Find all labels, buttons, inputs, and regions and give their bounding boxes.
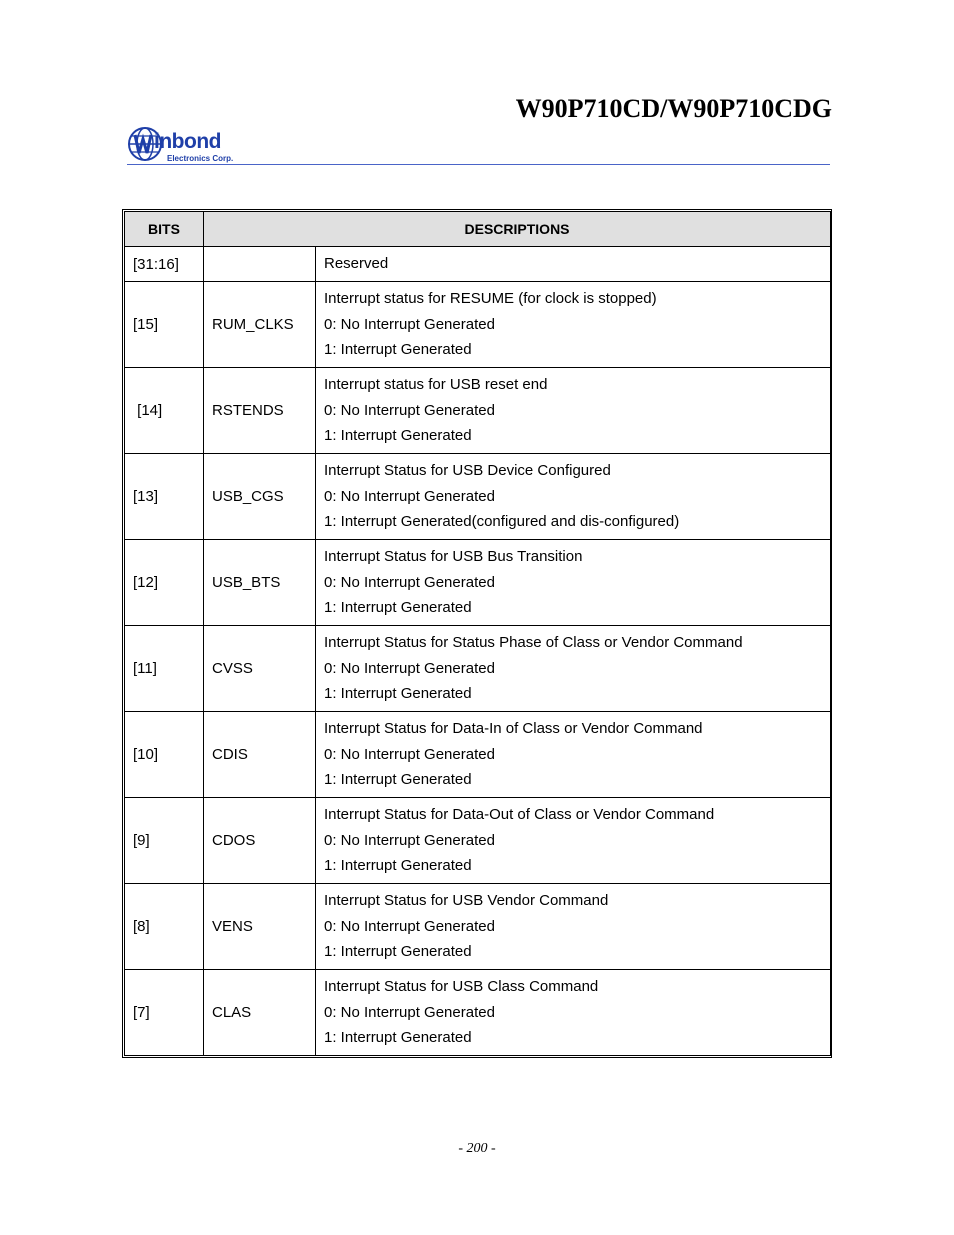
description-line: 0: No Interrupt Generated: [324, 1003, 495, 1021]
winbond-logo: [127, 126, 252, 166]
field-name-cell: RUM_CLKS: [204, 282, 316, 368]
field-name-cell: VENS: [204, 884, 316, 970]
description-line: 1: Interrupt Generated: [324, 685, 472, 703]
bits-cell: [15]: [125, 282, 204, 368]
description-cell: [316, 798, 831, 884]
description-line: 0: No Interrupt Generated: [324, 315, 495, 333]
description-line: 0: No Interrupt Generated: [324, 401, 495, 419]
description-cell: [316, 282, 831, 368]
description-line: 0: No Interrupt Generated: [324, 659, 495, 677]
logo-subtitle: Electronics Corp.: [167, 154, 234, 163]
register-table-frame: [122, 209, 832, 1058]
header-rule: [127, 164, 830, 165]
description-line: 0: No Interrupt Generated: [324, 573, 495, 591]
field-name-cell: CVSS: [204, 626, 316, 712]
description-line: Interrupt Status for Data-In of Class or Vendor Command: [324, 720, 703, 738]
table-row: [125, 368, 831, 454]
page-number: - 200 -: [458, 1141, 496, 1156]
description-line: 1: Interrupt Generated: [324, 771, 472, 789]
description-line: 0: No Interrupt Generated: [324, 831, 495, 849]
table-row: [125, 247, 831, 282]
bits-cell: [12]: [125, 540, 204, 626]
description-cell: [316, 884, 831, 970]
field-name-cell: USB_CGS: [204, 454, 316, 540]
bits-header: BITS: [125, 212, 204, 247]
table-row: [125, 798, 831, 884]
table-body: [125, 247, 831, 1056]
description-cell: [316, 712, 831, 798]
description-line: 1: Interrupt Generated: [324, 427, 472, 445]
description-line: Interrupt Status for Data-Out of Class or Vendor Command: [324, 806, 715, 824]
description-line: Interrupt status for USB reset end: [324, 376, 548, 394]
table-row: [125, 884, 831, 970]
description-line: 1: Interrupt Generated: [324, 857, 472, 875]
description-line: 0: No Interrupt Generated: [324, 745, 495, 763]
description-line: 0: No Interrupt Generated: [324, 917, 495, 935]
bits-cell: [10]: [125, 712, 204, 798]
logo-wordmark: inbond: [154, 130, 221, 153]
table-row: [125, 712, 831, 798]
description-line: Interrupt status for RESUME (for clock is stopped): [324, 290, 657, 308]
field-name-cell: CDOS: [204, 798, 316, 884]
register-bits-table: [124, 211, 831, 1056]
document-title: W90P710CD/W90P710CDG: [515, 94, 832, 123]
table-row: [125, 454, 831, 540]
description-line: Reserved: [324, 255, 389, 273]
table-header-row: [125, 212, 831, 247]
field-name-cell: CDIS: [204, 712, 316, 798]
descriptions-header: DESCRIPTIONS: [204, 212, 831, 247]
field-name-cell: [204, 247, 316, 282]
description-cell: [316, 970, 831, 1056]
description-line: 1: Interrupt Generated: [324, 341, 472, 359]
description-line: 0: No Interrupt Generated: [324, 487, 495, 505]
bits-cell: [7]: [125, 970, 204, 1056]
table-row: [125, 282, 831, 368]
description-cell: [316, 540, 831, 626]
bits-cell: [8]: [125, 884, 204, 970]
description-line: Interrupt Status for USB Class Command: [324, 978, 599, 996]
description-line: 1: Interrupt Generated(configured and dis-configured): [324, 513, 680, 531]
field-name-cell: RSTENDS: [204, 368, 316, 454]
bits-cell: [14]: [125, 368, 204, 454]
description-line: 1: Interrupt Generated: [324, 599, 472, 617]
description-line: 1: Interrupt Generated: [324, 1029, 472, 1047]
description-cell: [316, 368, 831, 454]
table-row: [125, 626, 831, 712]
field-name-cell: CLAS: [204, 970, 316, 1056]
bits-cell: [11]: [125, 626, 204, 712]
bits-cell: [31:16]: [125, 247, 204, 282]
bits-cell: [9]: [125, 798, 204, 884]
field-name-cell: USB_BTS: [204, 540, 316, 626]
description-line: Interrupt Status for Status Phase of Class or Vendor Command: [324, 634, 743, 652]
description-line: Interrupt Status for USB Bus Transition: [324, 548, 583, 566]
table-row: [125, 970, 831, 1056]
description-line: 1: Interrupt Generated: [324, 943, 472, 961]
description-cell: [316, 454, 831, 540]
description-cell: [316, 626, 831, 712]
description-line: Interrupt Status for USB Device Configured: [324, 462, 611, 480]
table-row: [125, 540, 831, 626]
description-cell: [316, 247, 831, 282]
bits-cell: [13]: [125, 454, 204, 540]
description-line: Interrupt Status for USB Vendor Command: [324, 892, 609, 910]
